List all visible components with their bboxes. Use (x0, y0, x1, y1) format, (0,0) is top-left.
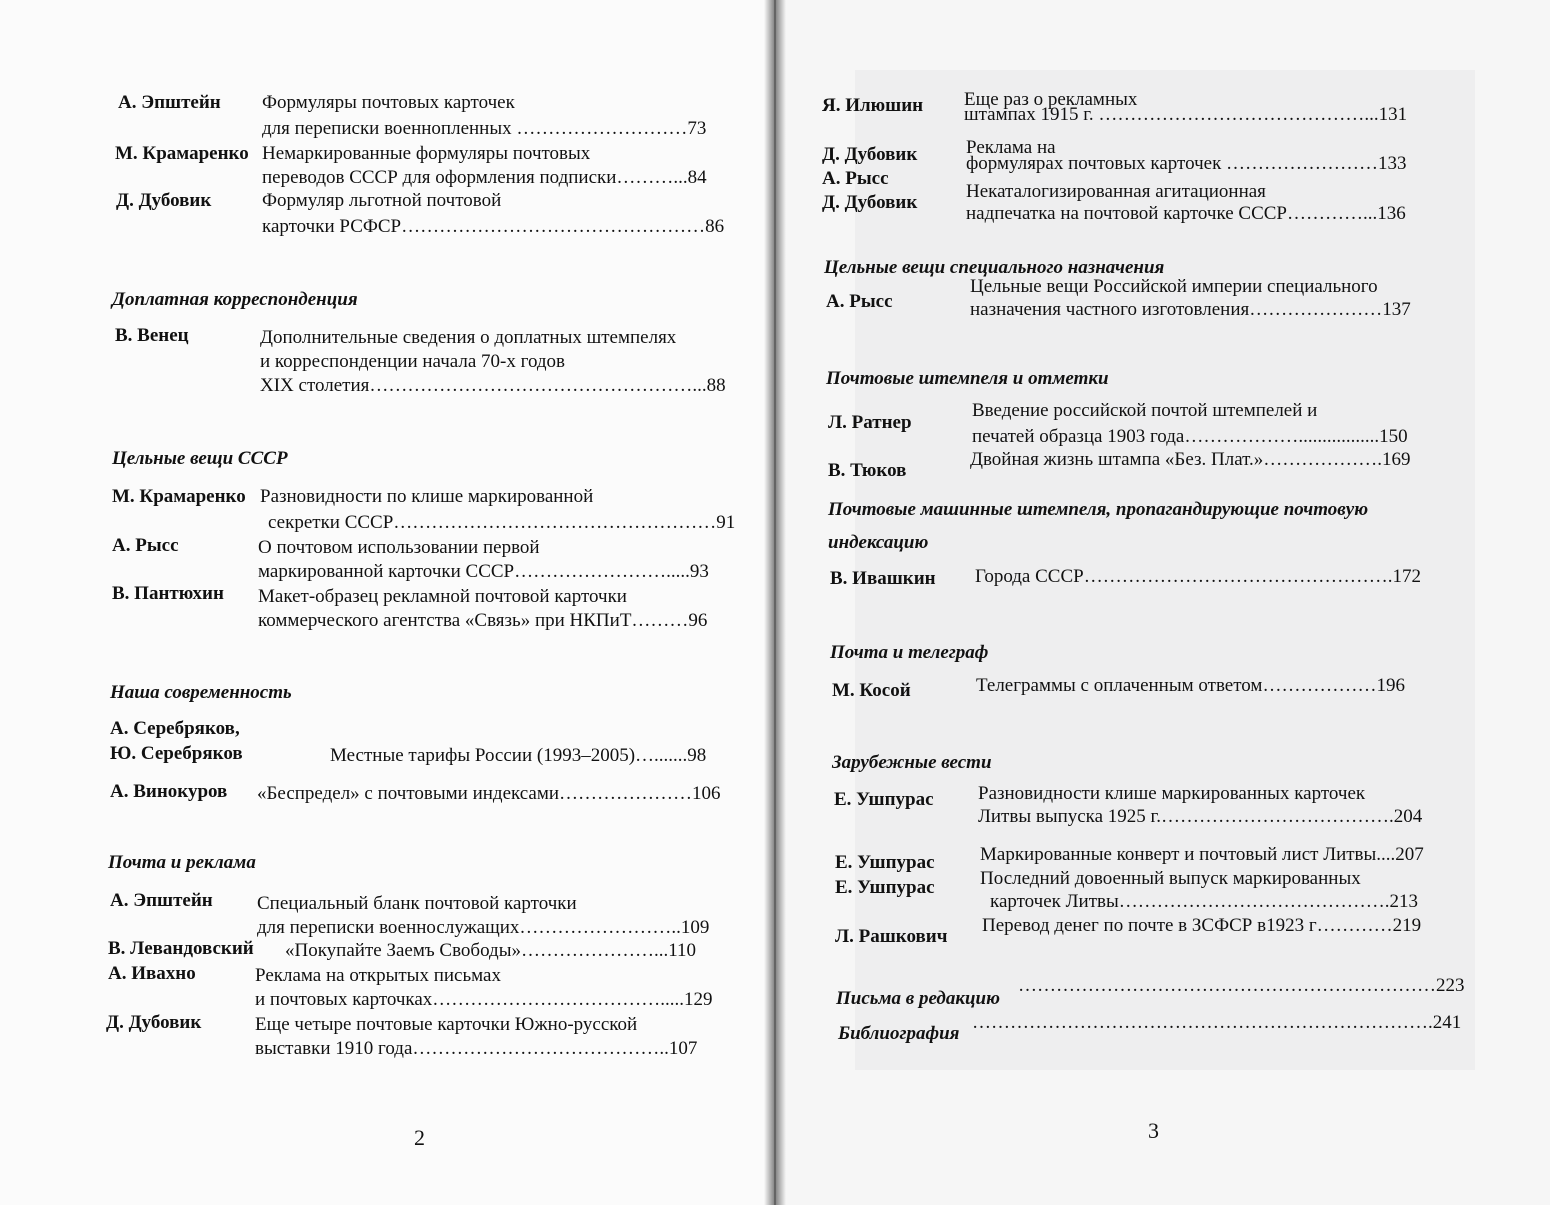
toc-author: В. Пантюхин (112, 583, 224, 604)
toc-author: А. Рысс (826, 291, 893, 312)
toc-title: Телеграммы с оплаченным ответом………………196 (976, 675, 1405, 696)
toc-title: для переписки военнослужащих……………………..109 (257, 917, 710, 938)
toc-title: карточки РСФСР…………………………………………86 (262, 216, 725, 237)
section-heading: Цельные вещи СССР (112, 448, 288, 469)
toc-author: Л. Ратнер (828, 412, 912, 433)
page-number: 2 (414, 1125, 425, 1150)
toc-author: Л. Рашкович (835, 926, 948, 947)
book-gutter (764, 0, 786, 1205)
toc-title: Реклама на (966, 137, 1056, 158)
toc-author: А. Винокуров (110, 781, 228, 802)
toc-author: А. Эпштейн (118, 92, 221, 113)
section-heading: Наша современность (110, 682, 292, 703)
toc-author: А. Рысс (112, 535, 179, 556)
toc-author: А. Серебряков, (110, 718, 240, 739)
toc-title: Некаталогизированная агитационная (966, 181, 1266, 202)
toc-title: для переписки военнопленных ………………………73 (262, 118, 707, 139)
section-heading: Цельные вещи специального назначения (824, 257, 1165, 278)
toc-author: Ю. Серебряков (110, 743, 243, 764)
toc-author: Д. Дубовик (116, 190, 212, 211)
toc-title: Города СССР………………………………………….172 (975, 566, 1421, 587)
page-number: 3 (1148, 1118, 1159, 1143)
toc-author: А. Эпштейн (110, 890, 213, 911)
toc-title: Последний довоенный выпуск маркированных (980, 868, 1361, 889)
toc-author: Д. Дубовик (822, 192, 918, 213)
toc-author: М. Крамаренко (115, 143, 249, 164)
toc-author: М. Крамаренко (112, 486, 246, 507)
section-heading: Почтовые машинные штемпеля, пропагандирующие почтовую (828, 499, 1369, 520)
toc-title: Формуляр льготной почтовой (262, 190, 502, 211)
toc-author: В. Ивашкин (830, 568, 936, 589)
section-heading: Письма в редакцию (836, 988, 1000, 1009)
section-heading: Почта и телеграф (830, 642, 989, 663)
section-heading: Доплатная корреспонденция (112, 289, 358, 310)
toc-title: карточек Литвы…………………………………….213 (990, 891, 1419, 912)
toc-title: Цельные вещи Российской империи специального (970, 276, 1378, 297)
section-heading: индексацию (828, 532, 929, 553)
toc-title: маркированной карточки СССР…………………….....93 (258, 561, 709, 582)
toc-title: Разновидности по клише маркированной (260, 486, 594, 507)
toc-author: Е. Ушпурас (835, 852, 935, 873)
toc-title: Двойная жизнь штампа «Без. Плат.»……………….169 (970, 449, 1411, 470)
toc-title: штампах 1915 г. ……………………………………...131 (964, 104, 1408, 125)
toc-author: В. Тюков (828, 460, 907, 481)
toc-author: В. Левандовский (108, 938, 254, 959)
toc-title: Немаркированные формуляры почтовых (262, 143, 591, 164)
toc-title: и корреспонденции начала 70-х годов (260, 351, 566, 372)
toc-title: XIX столетия……………………………………………...88 (260, 375, 726, 396)
toc-title: и почтовых карточках……………………………….....129 (255, 989, 713, 1010)
toc-author: Я. Илюшин (822, 95, 924, 116)
toc-title: надпечатка на почтовой карточке СССР…………...136 (966, 203, 1406, 224)
toc-author: А. Ивахно (108, 963, 196, 984)
toc-title: формулярах почтовых карточек ……………………133 (966, 153, 1407, 174)
toc-author: М. Косой (832, 680, 911, 701)
toc-title: «Покупайте Заемъ Свободы»…………………...110 (285, 940, 697, 961)
toc-title: «Беспредел» с почтовыми индексами…………………106 (257, 783, 721, 804)
toc-title: назначения частного изготовления…………………137 (970, 299, 1411, 320)
toc-dots: …………………………………………………………223 (1018, 975, 1465, 996)
toc-title: Литвы выпуска 1925 г.……………………………….204 (978, 806, 1423, 827)
toc-author: Д. Дубовик (822, 144, 918, 165)
toc-title: Макет-образец рекламной почтовой карточки (258, 586, 627, 607)
toc-title: Маркированные конверт и почтовый лист Литвы....207 (980, 844, 1424, 865)
section-heading: Библиография (838, 1023, 960, 1044)
toc-title: Еще четыре почтовые карточки Южно-русской (255, 1014, 638, 1035)
toc-title: Местные тарифы России (1993–2005)….......98 (330, 745, 707, 766)
section-heading: Почтовые штемпеля и отметки (826, 368, 1109, 389)
toc-title: печатей образца 1903 года……………….................150 (972, 426, 1408, 447)
toc-title: Введение российской почтой штемпелей и (972, 400, 1318, 421)
section-heading: Зарубежные вести (832, 752, 992, 773)
toc-author: Е. Ушпурас (834, 789, 934, 810)
toc-title: Дополнительные сведения о доплатных штемпелях (260, 327, 677, 348)
toc-title: Разновидности клише маркированных карточек (978, 783, 1366, 804)
toc-title: коммерческого агентства «Связь» при НКПиТ………96 (258, 610, 708, 631)
toc-title: О почтовом использовании первой (258, 537, 540, 558)
toc-title: переводов СССР для оформления подписки………...84 (262, 167, 707, 188)
toc-title: Еще раз о рекламных (964, 89, 1138, 110)
toc-title: Перевод денег по почте в ЗСФСР в1923 г…………219 (982, 915, 1422, 936)
toc-title: Формуляры почтовых карточек (262, 92, 515, 113)
toc-author: В. Венец (115, 325, 189, 346)
toc-title: выставки 1910 года…………………………………..107 (255, 1038, 698, 1059)
toc-dots: ……………………………………………………………….241 (972, 1012, 1462, 1033)
toc-title: Специальный бланк почтовой карточки (257, 893, 577, 914)
section-heading: Почта и реклама (108, 852, 256, 873)
toc-author: А. Рысс (822, 168, 889, 189)
toc-author: Д. Дубовик (106, 1012, 202, 1033)
toc-author: Е. Ушпурас (835, 877, 935, 898)
toc-title: Реклама на открытых письмах (255, 965, 501, 986)
toc-title: секретки СССР……………………………………………91 (268, 512, 736, 533)
